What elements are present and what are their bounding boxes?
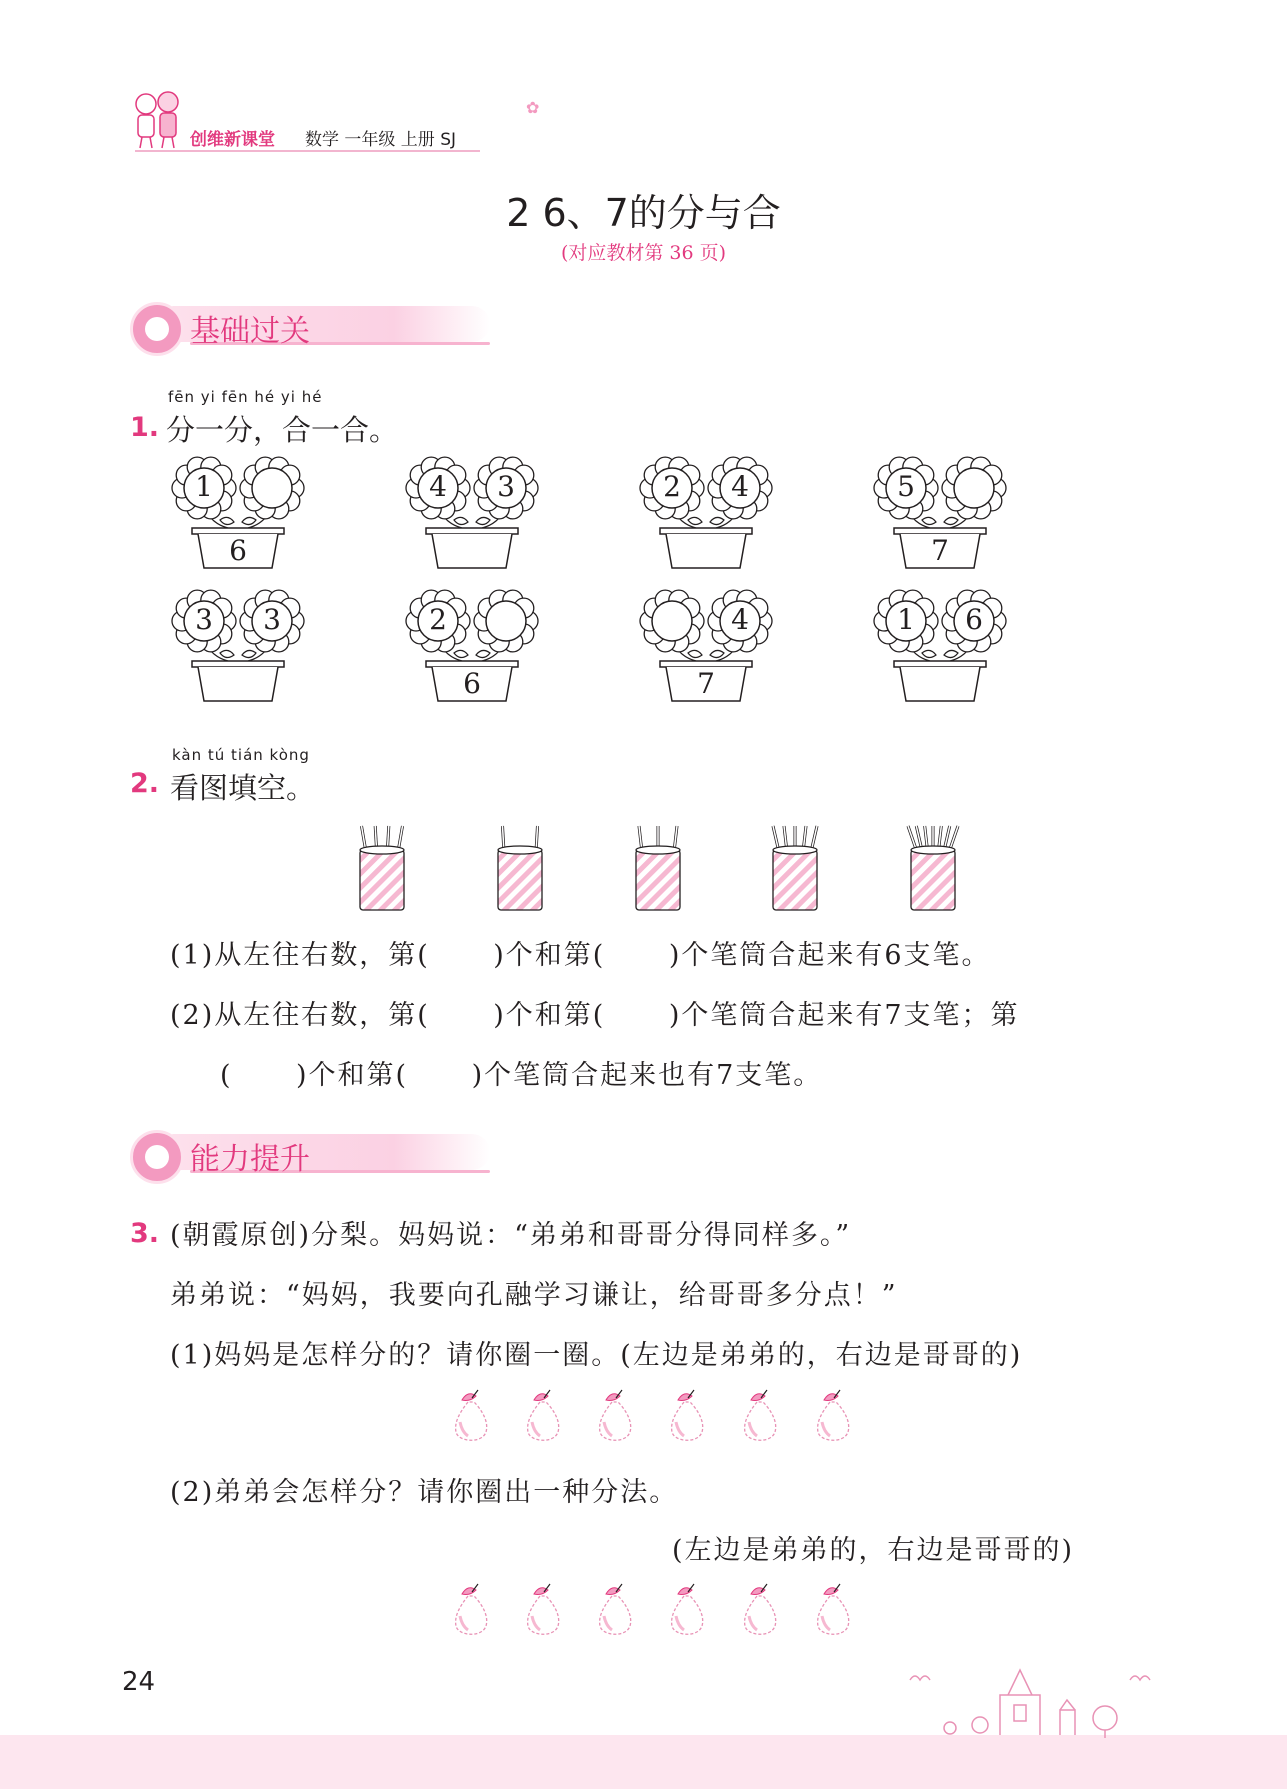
flower-left-number: 1 (195, 470, 213, 503)
flower-right-number: 4 (731, 603, 749, 636)
pen-cup-icon (765, 822, 825, 912)
mascot-icon (130, 302, 184, 356)
castle-decoration-icon (890, 1650, 1170, 1740)
pear-icon[interactable] (518, 1582, 568, 1642)
pear-icon[interactable] (735, 1582, 785, 1642)
flower-left-number: 1 (897, 603, 915, 636)
q2-text: 看图填空。 (170, 771, 316, 805)
flower-right-number: 6 (965, 603, 983, 636)
flower-left-number: 2 (663, 470, 681, 503)
pear-icon[interactable] (662, 1388, 712, 1448)
pen-cup-icon (628, 822, 688, 912)
pear-icon[interactable] (518, 1388, 568, 1448)
q3-line-2: 弟弟说：“妈妈，我要向孔融学习谦让，给哥哥多分点！” (170, 1280, 898, 1311)
flower-left-number: 5 (897, 470, 915, 503)
q1-text: 分一分，合一合。 (166, 413, 399, 447)
pear-icon[interactable] (735, 1388, 785, 1448)
flower-left-number: 3 (195, 603, 213, 636)
q2-line-1: (1)从左往右数，第( )个和第( )个笔筒合起来有6支笔。 (170, 940, 991, 971)
mascot-icon (130, 1130, 184, 1184)
flower-pot (870, 583, 1010, 703)
q2-pinyin: kàn tú tián kòng (172, 746, 310, 764)
q1-pinyin: fēn yi fēn hé yi hé (168, 388, 323, 406)
pear-icon[interactable] (590, 1582, 640, 1642)
q3-line-5: (左边是弟弟的，右边是哥哥的) (672, 1535, 1075, 1566)
pot-number: 6 (229, 534, 247, 567)
q3-line-4: (2)弟弟会怎样分？请你圈出一种分法。 (170, 1477, 679, 1508)
pot-number: 7 (697, 667, 715, 700)
flower-left-number: 2 (429, 603, 447, 636)
flower-pot (168, 450, 308, 570)
page-number: 24 (122, 1667, 156, 1697)
q2-line-2: (2)从左往右数，第( )个和第( )个笔筒合起来有7支笔；第 (170, 1000, 1020, 1031)
flower-pot (870, 450, 1010, 570)
pot-number: 7 (931, 534, 949, 567)
flower-pot (636, 583, 776, 703)
page-subtitle: (对应教材第 36 页) (560, 242, 727, 264)
header-divider (135, 150, 480, 152)
q3-number: 3. (130, 1218, 160, 1249)
pear-icon[interactable] (590, 1388, 640, 1448)
flower-pot (636, 450, 776, 570)
section-banner-basic (130, 302, 510, 349)
q2-line-3: ( )个和第( )个笔筒合起来也有7支笔。 (220, 1060, 823, 1091)
header-brand: 创维新课堂 (190, 130, 275, 150)
header-subject: 数学 一年级 上册 SJ (305, 130, 457, 150)
footer-band (0, 1735, 1287, 1789)
section-banner-advanced (130, 1130, 510, 1177)
q2-number: 2. (130, 768, 160, 799)
pear-icon[interactable] (808, 1582, 858, 1642)
pear-icon[interactable] (446, 1388, 496, 1448)
flower-right-number: 3 (497, 470, 515, 503)
flower-pot (168, 583, 308, 703)
pear-icon[interactable] (662, 1582, 712, 1642)
pear-icon[interactable] (446, 1582, 496, 1642)
pen-cup-icon (490, 822, 550, 912)
flower-pot (402, 450, 542, 570)
q3-line-1: (朝霞原创)分梨。妈妈说：“弟弟和哥哥分得同样多。” (170, 1220, 852, 1251)
page-title: 2 6、7的分与合 (506, 191, 781, 235)
flower-left-number: 4 (429, 470, 447, 503)
flower-pot (402, 583, 542, 703)
pot-number: 6 (463, 667, 481, 700)
flower-right-number: 4 (731, 470, 749, 503)
butterfly-icon: ✿ (526, 98, 540, 117)
q3-line-3: (1)妈妈是怎样分的？请你圈一圈。(左边是弟弟的，右边是哥哥的) (170, 1340, 1023, 1371)
flower-right-number: 3 (263, 603, 281, 636)
pen-cup-icon (903, 822, 963, 912)
section-title-advanced: 能力提升 (190, 1142, 310, 1177)
pen-cup-icon (352, 822, 412, 912)
pear-icon[interactable] (808, 1388, 858, 1448)
q1-number: 1. (130, 412, 160, 443)
section-title-basic: 基础过关 (190, 314, 310, 349)
header-mascot (128, 88, 186, 150)
